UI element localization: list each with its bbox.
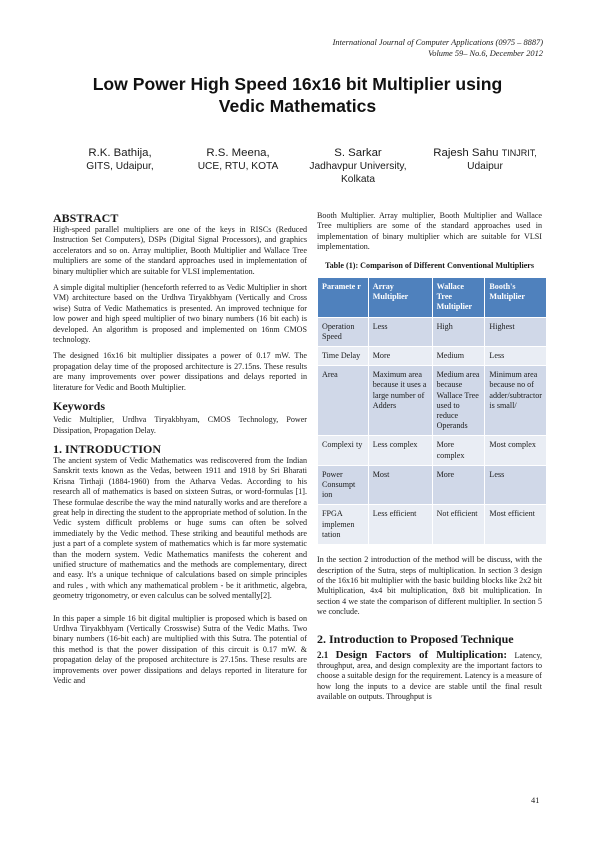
paper-title-line1: Low Power High Speed 16x16 bit Multiplier using [92, 74, 503, 94]
introduction-heading: 1. INTRODUCTION [53, 441, 162, 456]
subsection21-number: 2.1 [317, 649, 329, 660]
author-affiliation-city: Kolkata [341, 174, 375, 185]
subsection21-paragraph [317, 650, 542, 703]
continued-paragraph: Booth Multiplier. Array multiplier, Booth Multiplier and Wallace Tree multipliers are some of the standard approaches used in implementation of binary multiplier which are suitable for VLSI implementation. [317, 211, 542, 252]
journal-header [333, 37, 543, 59]
table-header-cell: Wallace Tree Multiplier [432, 278, 485, 318]
abstract-paragraph: A simple digital multiplier (henceforth referred to as Vedic Multiplier in short VM) architecture based on the Urdhva Tiryakbhyam (Vertically and Cross wise) Sutra of Vedic Mathematics is presented. An improved technique for low power and high speed multiplier of two binary numbers (16 bit each) is developed. An algorithm is proposed and implemented on 16nm CMOS technology. [53, 283, 307, 345]
abstract-paragraph: High-speed parallel multipliers are one of the keys in RISCs (Reduced Instruction Set Computers), DSPs (Digital Signal Processors), and graphics accelerators and so on. Array multiplier, Booth Multiplier and Wallace Tree multipliers are some of the standard approaches used in implementation of binary multiplier which are suitable for VLSI implementation. [53, 225, 307, 276]
table-row [318, 366, 547, 436]
table-cell: Time Delay [318, 347, 369, 366]
author-affiliation-inline: TINJRIT, [501, 148, 537, 158]
author-name: S. Sarkar [334, 147, 382, 159]
table-cell: Most complex [485, 436, 547, 465]
table-row [318, 317, 547, 346]
table-cell: Complexi ty [318, 436, 369, 465]
abstract-heading: ABSTRACT [53, 211, 119, 225]
journal-title: International Journal of Computer Applications (0975 – 8887) [332, 38, 543, 47]
author-name: R.K. Bathija, [88, 147, 152, 159]
section2-heading: 2. Introduction to Proposed Technique [317, 631, 514, 646]
table-cell: Operation Speed [318, 317, 369, 346]
keywords-text: Vedic Multiplier, Urdhva Tiryakbhyam, CMOS Technology, Power Dissipation, Propagation Delay. [53, 415, 307, 435]
table-cell: Medium area because Wallace Tree used to reduce Operands [432, 366, 485, 436]
table-cell: Less complex [368, 436, 432, 465]
table-cell: FPGA implemen tation [318, 505, 369, 545]
table-cell: Less [485, 465, 547, 505]
introduction-paragraph: The ancient system of Vedic Mathematics was rediscovered from the Indian Sanskrit texts known as the Vedas, between 1911 and 1918 by Sri Bharati Krisna Tirthaji (1884-1960) from the Atharva Vedas. According to his research all of mathematics is based on sixteen Sutras, or word-formulas [1]. These formulae describe the way the mind naturally works and are therefore a great help in directing the student to the appropriate method of solution. In the Vedic system difficult problems or huge sums can often be solved immediately by the Vedic method. These striking and beautiful methods are just a part of a complete system of mathematics which is far more systematic than the modern system. Vedic Mathematics manifests the coherent and unified structure of mathematics and the methods are complementary, direct and easy. It's a unique technique of calculations based on simple principles and rules , with which any mathematical problem - be it arithmetic, algebra, geometry trigonometry, or even calculus can be solved mentally[2]. [53, 455, 307, 601]
sections-overview-paragraph: In the section 2 introduction of the method will be discuss, with the description of the Sutra, steps of multiplication. In section 3 design of the 16x16 bit multiplier with the basic building blocks like 2x2 bit Multiplication, 4x4 bit multiplication, 8x8 bit multiplication. In section 4 we state the comparison of different multiplier. In section 5 we conclude. [317, 555, 542, 617]
right-column [317, 211, 542, 709]
table-cell: High [432, 317, 485, 346]
subsection21-title: Design Factors of Multiplication: [335, 648, 508, 661]
author-block [420, 146, 550, 173]
table-cell: Less [368, 317, 432, 346]
author-block [302, 146, 414, 186]
introduction-paragraph: In this paper a simple 16 bit digital multiplier is proposed which is based on Urdhva Tiryakbhyam (Vertically Crosswise) Sutra of the Vedic Maths. Two binary numbers (16-bit each) are multiplied with this Sutra. The potential of this method is that the power dissipation of this circuit is 0.17 mW. & propagation delay of the proposed architecture is 27.15ns. These results are improvements over power dissipations and delays reported in literature for Vedic and [53, 613, 307, 686]
table-cell: Not efficient [432, 505, 485, 545]
table-cell: More complex [432, 436, 485, 465]
table-cell: Less efficient [368, 505, 432, 545]
left-column [53, 211, 307, 692]
table-row [318, 347, 547, 366]
table-header-cell: Paramete r [318, 278, 369, 318]
table-cell: Maximum area because it uses a large number of Adders [368, 366, 432, 436]
table-cell: More [432, 465, 485, 505]
keywords-heading: Keywords [53, 399, 105, 414]
journal-volume: Volume 59– No.6, December 2012 [428, 49, 543, 58]
author-name: R.S. Meena, [206, 147, 270, 159]
author-block [186, 146, 290, 173]
table-cell: Most efficient [485, 505, 547, 545]
table-header-cell: Booth's Multiplier [485, 278, 547, 318]
author-affiliation: GITS, Udaipur, [86, 161, 154, 172]
author-name: Rajesh Sahu [433, 147, 499, 159]
author-name-line [420, 146, 550, 160]
table-cell: Minimum area because no of adder/subtractor is small/ [485, 366, 547, 436]
abstract-paragraph: The designed 16x16 bit multiplier dissipates a power of 0.17 mW. The propagation delay time of the proposed architecture is 27.15ns. These results are many improvements over power dissipations and delays reported in literature for Vedic and Booth Multiplier. [53, 351, 307, 392]
table-cell: Less [485, 347, 547, 366]
table-row [318, 436, 547, 465]
table-row [318, 505, 547, 545]
subsection21-text: Latency, throughput, area, and design complexity are the important factors to choose a suitable design for the requirement. Latency is a measure of how long the inputs to a device are stable until the final result available on outputs. Throughput is [317, 650, 543, 702]
table-cell: Medium [432, 347, 485, 366]
table-header-row [318, 278, 547, 318]
author-block [68, 146, 172, 173]
table-row [318, 465, 547, 505]
table-header-cell: Array Multiplier [368, 278, 432, 318]
paper-title [40, 73, 555, 117]
author-affiliation: Udaipur [467, 161, 503, 172]
comparison-table [317, 277, 547, 545]
author-affiliation: Jadhavpur University, [309, 161, 407, 172]
table-cell: Highest [485, 317, 547, 346]
table-cell: More [368, 347, 432, 366]
page-number: 41 [531, 796, 540, 805]
paper-title-line2: Vedic Mathematics [218, 96, 377, 116]
table-caption: Table (1): Comparison of Different Conventional Multipliers [324, 260, 535, 270]
author-affiliation: UCE, RTU, KOTA [197, 161, 279, 172]
table-cell: Most [368, 465, 432, 505]
table-cell: Area [318, 366, 369, 436]
table-cell: Power Consumpt ion [318, 465, 369, 505]
